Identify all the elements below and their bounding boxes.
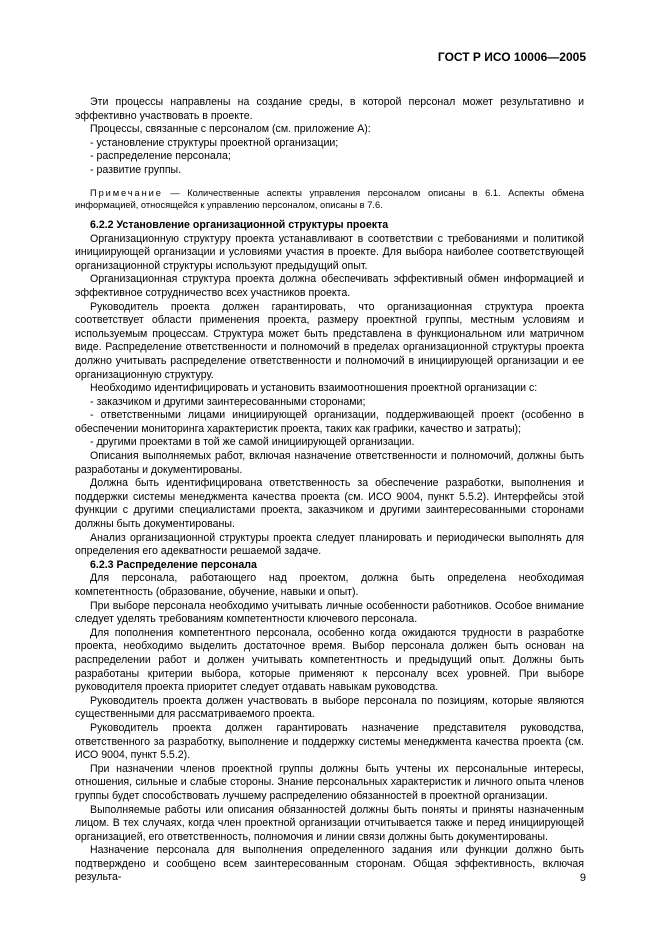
paragraph: Руководитель проекта должен гарантировать назначение представителя руководства, ответственного за разработку, выполнение и поддержку системы менеджмента качества проекта (см. ИСО 9004, пункт 5.5.2).	[75, 721, 584, 762]
paragraph: Описания выполняемых работ, включая назначение ответственности и полномочий, должны быть разработаны и документированы.	[75, 450, 584, 476]
paragraph: Эти процессы направлены на создание среды, в которой персонал может результативно и эффективно участвовать в проекте.	[75, 96, 584, 122]
note-label: Примечание	[90, 187, 163, 198]
paragraph: Анализ организационной структуры проекта следует планировать и периодически выполнять для определения его адекватности решаемой задаче.	[75, 531, 584, 558]
paragraph: Для пополнения компетентного персонала, особенно когда ожидаются трудности в разработке проекта, необходимо выделить достаточное время. Выбор персонала должен быть основан на распределении работ и должен учитывать компетентность и предыдущий опыт. Должны быть разработаны критерии выбора, которые применяют к персоналу всех уровней. При выборе руководителя проекта приоритет следует отдавать навыкам руководства.	[75, 626, 584, 694]
section-heading: 6.2.3 Распределение персонала	[90, 558, 257, 571]
section-heading: 6.2.2 Установление организационной структуры проекта	[90, 218, 389, 231]
list-item: - другими проектами в той же самой инициирующей организации.	[90, 436, 415, 449]
paragraph: Руководитель проекта должен участвовать в выборе персонала по позициям, которые являются существенными для рассматриваемого проекта.	[75, 694, 584, 721]
page-number: 9	[579, 872, 586, 884]
paragraph: При выборе персонала необходимо учитывать личные особенности работников. Особое внимание следует уделять требованиям компетентности ключевого персонала.	[75, 599, 584, 626]
paragraph: Для персонала, работающего над проектом, должна быть определена необходимая компетентность (образование, обучение, навыки и опыт).	[75, 572, 584, 598]
paragraph: Необходимо идентифицировать и установить взаимоотношения проектной организации с:	[90, 382, 538, 395]
list-item: - распределение персонала;	[90, 150, 231, 163]
paragraph: Руководитель проекта должен гарантировать, что организационная структура проекта соответствует области применения проекта, размеру проектной группы, местным условиям и используемым процессам. Структура может быть представлена в функциональном или матричном виде. Распределение ответственности и полномочий в пределах организационной структуры проекта должно учитывать распределение ответственности и полномочий в инициирующей организации и ее организационную структуру.	[75, 300, 584, 381]
list-item: - установление структуры проектной организации;	[90, 136, 339, 149]
paragraph: При назначении членов проектной группы должны быть учтены их персональные интересы, отношения, сильные и слабые стороны. Знание персональных характеристик и личного опыта членов группы будет способствовать лучшему распределению обязанностей в проектной организации.	[75, 762, 584, 802]
note-text: — Количественные аспекты управления персоналом описаны в 6.1. Аспекты обмена информацией, относящейся к управлению персоналом, описаны в 7.6.	[75, 187, 584, 210]
list-item: - развитие группы.	[90, 163, 182, 176]
paragraph: Выполняемые работы или описания обязанностей должны быть поняты и приняты назначенным лицом. В тех случаях, когда член проектной организации отчитывается также и перед инициирующей организацией, его ответственность, полномочия и линии связи должны быть документированы.	[75, 803, 584, 843]
paragraph: Назначение персонала для выполнения определенного задания или функции должно быть подтверждено и сообщено всем заинтересованным сторонам. Общая эффективность, включая результа-	[75, 844, 584, 884]
note-paragraph	[75, 187, 584, 211]
standard-code-header: ГОСТ Р ИСО 10006—2005	[437, 50, 586, 64]
list-item: - ответственными лицами инициирующей организации, поддерживающей проект (особенно в обеспечении мониторинга характеристик проекта, таких как графики, качество и затраты);	[75, 409, 584, 435]
page-content	[75, 96, 584, 885]
paragraph: Должна быть идентифицирована ответственность за обеспечение разработки, выполнения и поддержки системы менеджмента качества проекта (см. ИСО 9004, пункт 5.5.2). Интерфейсы этой функции с другими специалистами проекта, заказчиком и другими заинтересованными сторонами должны быть документированы.	[75, 477, 584, 531]
paragraph: Организационную структуру проекта устанавливают в соответствии с требованиями и политикой инициирующей организации и условиями участия в проекте. Для выбора наиболее соответствующей организационной структуры используют предыдущий опыт.	[75, 232, 584, 272]
paragraph: Организационная структура проекта должна обеспечивать эффективный обмен информацией и эффективное сотрудничество всех участников проекта.	[75, 273, 584, 299]
paragraph: Процессы, связанные с персоналом (см. приложение А):	[90, 123, 371, 136]
list-item: - заказчиком и другими заинтересованными сторонами;	[90, 395, 366, 408]
